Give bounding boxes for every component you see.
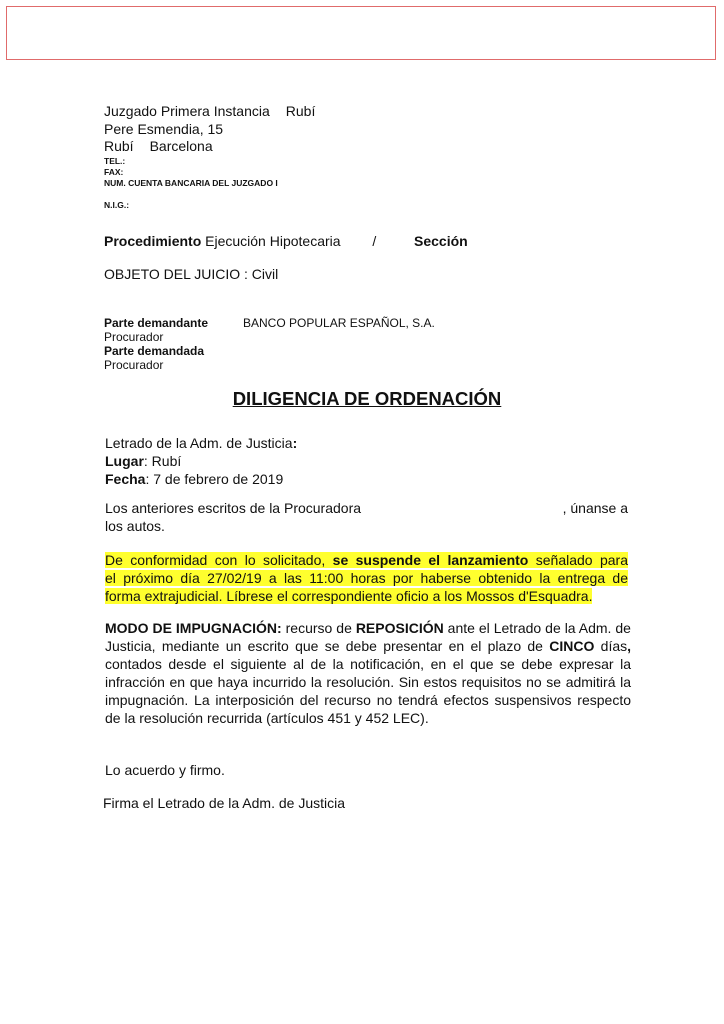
impugnacion-comma: , — [627, 638, 632, 654]
impugnacion-t4: contados desde el siguiente al de la notificación, en el que se debe expresar la infracción en que haya incurrido la resolución. Sin estos requisitos no se admitirá la impugnación. La interposición del recurso no tendrá efectos suspensivos respecto de la resolución recurrida (artículos 451 y 452 LEC). — [105, 656, 631, 726]
tel-label: TEL.: — [104, 155, 126, 166]
suspension-pre: De conformidad con lo solicitado, — [105, 552, 333, 568]
meta-block — [105, 434, 297, 488]
section-label: Sección — [414, 233, 468, 249]
paragraph-impugnacion — [105, 619, 631, 727]
nig-label: N.I.G.: — [104, 199, 130, 210]
court-street: Pere Esmendia, 15 — [104, 120, 224, 137]
objeto-juicio: OBJETO DEL JUICIO : Civil — [104, 266, 279, 282]
procedure-value: Ejecución Hipotecaria — [205, 233, 341, 249]
impugnacion-t1: recurso de — [281, 620, 356, 636]
suspension-line3: forma extrajudicial. Líbrese el correspondiente oficio a los Mossos d'Esquadra. — [105, 588, 593, 604]
letrado-colon: : — [292, 435, 298, 451]
signature-line: Firma el Letrado de la Adm. de Justicia — [103, 795, 346, 811]
impugnacion-t3: días — [594, 638, 628, 654]
court-name: Juzgado Primera Instancia — [104, 103, 270, 119]
court-address — [104, 103, 315, 211]
plaintiff-name: BANCO POPULAR ESPAÑOL, S.A. — [243, 316, 435, 330]
impugnacion-label: MODO DE IMPUGNACIÓN: — [105, 620, 282, 636]
fax-label: FAX: — [104, 166, 124, 177]
procurador2-label: Procurador — [104, 358, 164, 372]
account-label: NUM. CUENTA BANCARIA DEL JUZGADO I — [104, 177, 278, 188]
fecha-value: : 7 de febrero de 2019 — [145, 471, 284, 487]
document-title: DILIGENCIA DE ORDENACIÓN — [232, 388, 502, 409]
suspension-bold: se suspende el lanzamiento — [332, 552, 529, 568]
escritos-line1-b: , únanse a — [562, 500, 628, 516]
court-city: Rubí — [285, 103, 316, 119]
paragraph-escritos — [105, 499, 628, 535]
closing-text: Lo acuerdo y firmo. — [105, 762, 225, 778]
court-town: Rubí — [104, 138, 134, 154]
impugnacion-t2: ante el Letrado de la Adm. de Justicia, mediante un escrito que se debe presentar en el plazo de — [105, 620, 631, 654]
lugar-value: : Rubí — [143, 453, 182, 469]
defendant-label: Parte demandada — [104, 344, 205, 358]
fecha-label: Fecha — [105, 471, 146, 487]
header-box — [6, 6, 716, 60]
lugar-label: Lugar — [105, 453, 144, 469]
procurador-label: Procurador — [104, 330, 164, 344]
escritos-line2: los autos. — [105, 518, 165, 534]
suspension-post: señalado para — [528, 552, 629, 568]
procedure-line — [104, 233, 468, 249]
procedure-separator: / — [372, 233, 377, 249]
escritos-line1-a: Los anteriores escritos de la Procuradora — [105, 500, 362, 516]
impugnacion-cinco: CINCO — [549, 638, 595, 654]
letrado-label: Letrado de la Adm. de Justicia — [105, 435, 293, 451]
plaintiff-label: Parte demandante — [104, 316, 209, 330]
parties-block — [104, 316, 208, 372]
impugnacion-reposicion: REPOSICIÓN — [355, 620, 444, 636]
court-province: Barcelona — [149, 138, 213, 154]
paragraph-suspension — [105, 551, 628, 605]
procedure-label: Procedimiento — [104, 233, 202, 249]
suspension-line2: el próximo día 27/02/19 a las 11:00 horas por haberse obtenido la entrega de — [105, 570, 628, 586]
